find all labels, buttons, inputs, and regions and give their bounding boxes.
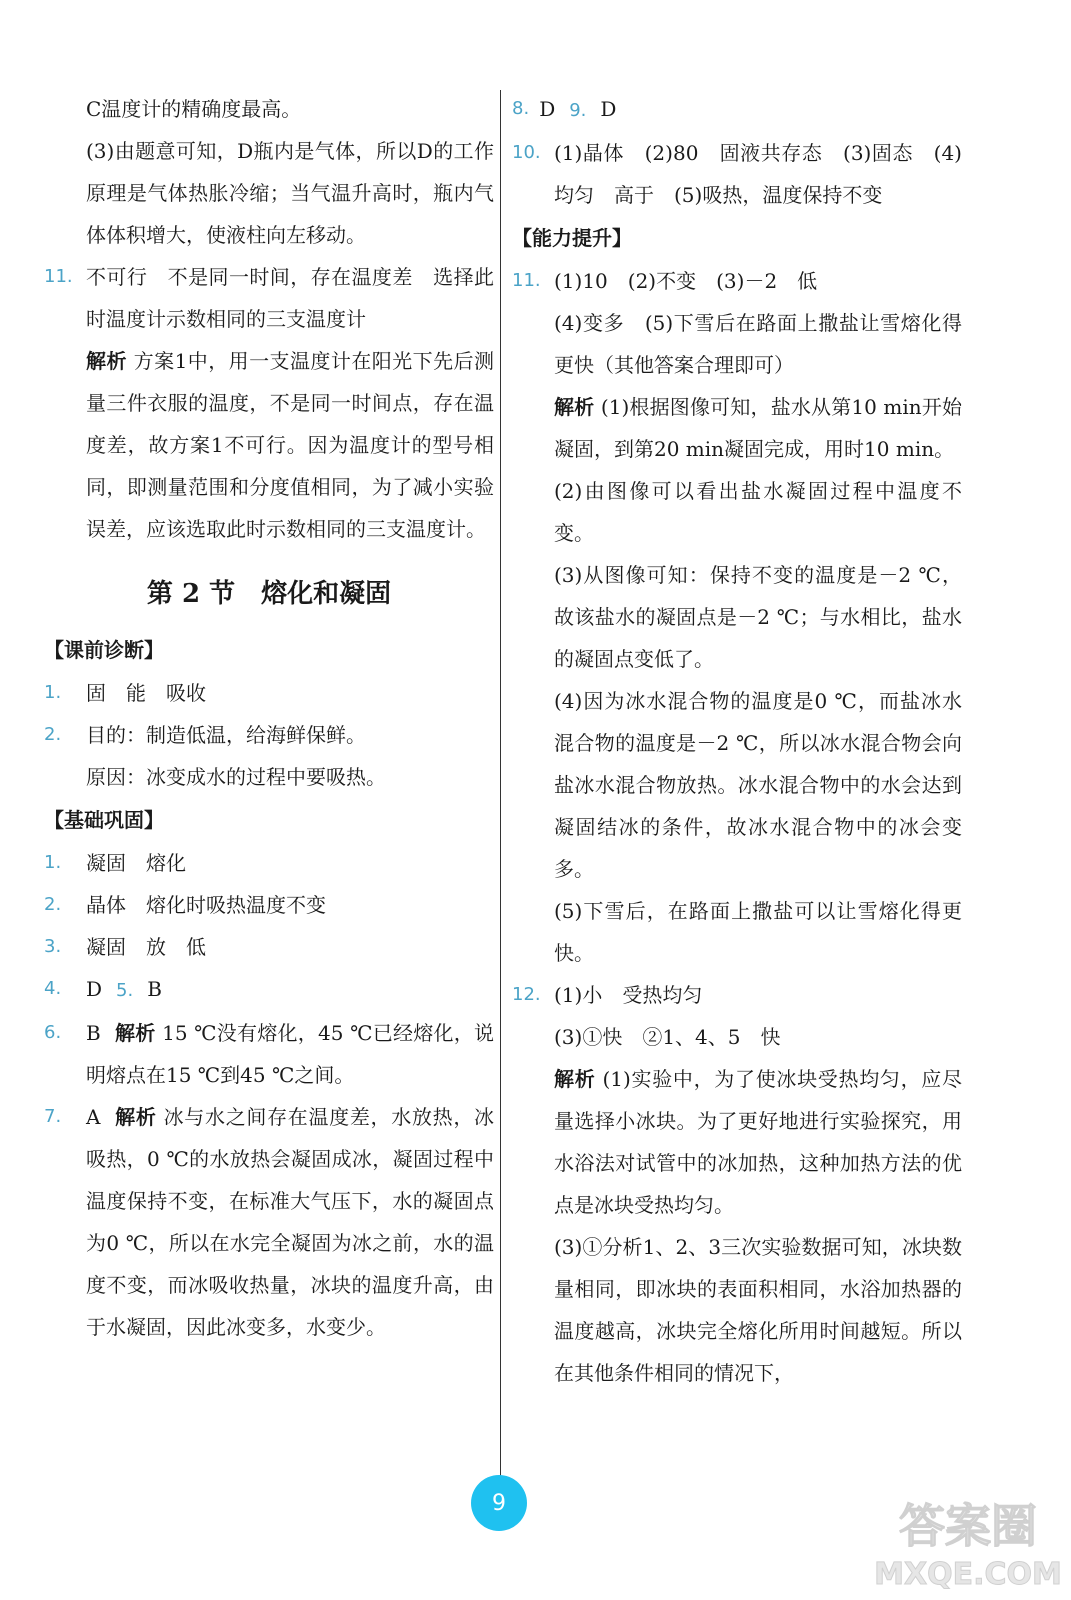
analysis-label: 解析	[86, 349, 127, 373]
basic-q3: 3. 凝固 放 低	[44, 935, 206, 959]
column-divider	[500, 90, 501, 1482]
question-number: 11.	[44, 266, 73, 287]
q11-analysis: 解析 (1)根据图像可知，盐水从第10 min开始凝固，到第20 min凝固完成，用时10 min。	[554, 395, 963, 461]
question-11-right: 11. (1)10 (2)不变 (3)－2 低	[512, 269, 818, 293]
pre-q2: 2. 目的：制造低温，给海鲜保鲜。	[44, 723, 366, 747]
basic-q1: 1. 凝固 熔化	[44, 851, 186, 875]
pre-q2-reason: 原因：冰变成水的过程中要吸热。	[86, 765, 386, 789]
pre-q1: 1. 固 能 吸收	[44, 681, 206, 705]
analysis-text: 方案1中，用一支温度计在阳光下先后测量三件衣服的温度，不是同一时间点，存在温度差，故方案1不可行。因为温度计的型号相同，即测量范围和分度值相同，为了减小实验误差，应该选取此时示数相同的三支温度计。	[86, 349, 494, 541]
answer-text: 不可行 不是同一时间，存在温度差 选择此时温度计示数相同的三支温度计	[86, 265, 494, 331]
svg-text:答案圈: 答案圈	[899, 1499, 1037, 1553]
basic-q4-q5: 4. D 5. B	[44, 977, 162, 1001]
analysis-label: 解析	[114, 1105, 157, 1129]
watermark-logo	[868, 1480, 1068, 1596]
basic-q6: 6. B 解析 15 ℃没有熔化，45 ℃已经熔化，说明熔点在15 ℃到45 ℃之间。	[44, 1021, 495, 1087]
question-12: 12. (1)小 受热均匀	[512, 983, 703, 1007]
svg-text:MXQE.COM: MXQE.COM	[874, 1557, 1062, 1592]
heading-improvement: 【能力提升】	[512, 226, 632, 250]
section-title: 第 2 节 熔化和凝固	[146, 579, 392, 609]
basic-q7: 7. A 解析 冰与水之间存在温度差，水放热，冰吸热，0 ℃的水放热会凝固成冰，凝固过程中温度保持不变，在标准大气压下，水的凝固点为0 ℃，所以在水完全凝固为冰之前，水的温度不变，而冰吸收热量，冰块的温度升高，由于水凝固，因此冰变多，水变少。	[44, 1105, 495, 1339]
page-number-badge: 9	[471, 1475, 527, 1531]
q8-q9: 8. D 9. D	[512, 97, 617, 121]
analysis-label: 解析	[114, 1021, 156, 1045]
heading-pre-diagnosis: 【课前诊断】	[44, 638, 164, 662]
question-11	[44, 256, 494, 340]
basic-q2: 2. 晶体 熔化时吸热温度不变	[44, 893, 326, 917]
question-11-analysis	[44, 340, 494, 550]
left-column	[44, 88, 494, 1348]
continued-answer-paragraph: (3)由题意可知，D瓶内是气体，所以D的工作原理是气体热胀冷缩；当气温升高时，瓶内气体体积增大，使液柱向左移动。	[86, 139, 494, 247]
q12-analysis: 解析 (1)实验中，为了使冰块受热均匀，应尽量选择小冰块。为了更好地进行实验探究，用水浴法对试管中的冰加热，这种加热方法的优点是冰块受热均匀。	[554, 1067, 962, 1217]
continued-answer-line: C温度计的精确度最高。	[86, 97, 302, 121]
heading-basic: 【基础巩固】	[44, 808, 164, 832]
analysis-label: 解析	[554, 395, 595, 419]
analysis-label: 解析	[554, 1067, 596, 1091]
question-10: 10. (1)晶体 (2)80 固液共存态 (3)固态 (4)均匀 高于 (5)吸热，温度保持不变	[512, 141, 962, 207]
right-column: 8. D 9. D 10. (1)晶体 (2)80 固液共存态 (3)固态 (4)均匀 高于 (5)吸热，温度保持不变 【能力提升】 11. (1)10 (2)不变 (3)－2 低 (4)变多 (5)下雪后在路面上撒盐让雪熔化得更快（其他答案合理即可） 解析 (1)根据图像可知，盐水从第10 min开始凝固，到第20 min凝固完成，用时10 min。 (2)由图像可以看出盐水凝固过程中温度不变。 (3)从图像可知：保持不变的温度是－2 ℃，故该盐水的凝固点是－2 ℃；与水相比，盐水的凝固点变低了。 (4)因为冰水混合物的温度是0 ℃，而盐冰水混合物的温度是－2 ℃，所以冰水混合物会向盐冰水混合物放热。冰水混合物中的水会达到凝固结冰的条件，故冰水混合物中的冰会变多。 (5)下雪后，在路面上撒盐可以让雪熔化得更快。 12. (1)小 受热均匀 (3)①快 ②1、4、5 快 解析 (1)实验中，为了使冰块受热均匀，应尽量选择小冰块。为了更好地进行实验探究，用水浴法对试管中的冰加热，这种加热方法的优点是冰块受热均匀。 (3)①分析1、2、3三次实验数据可知，冰块数量相同，即冰块的表面积相同，水浴加热器的温度越高，冰块完全熔化所用时间越短。所以在其他条件相同的情况下，	[512, 88, 962, 1394]
